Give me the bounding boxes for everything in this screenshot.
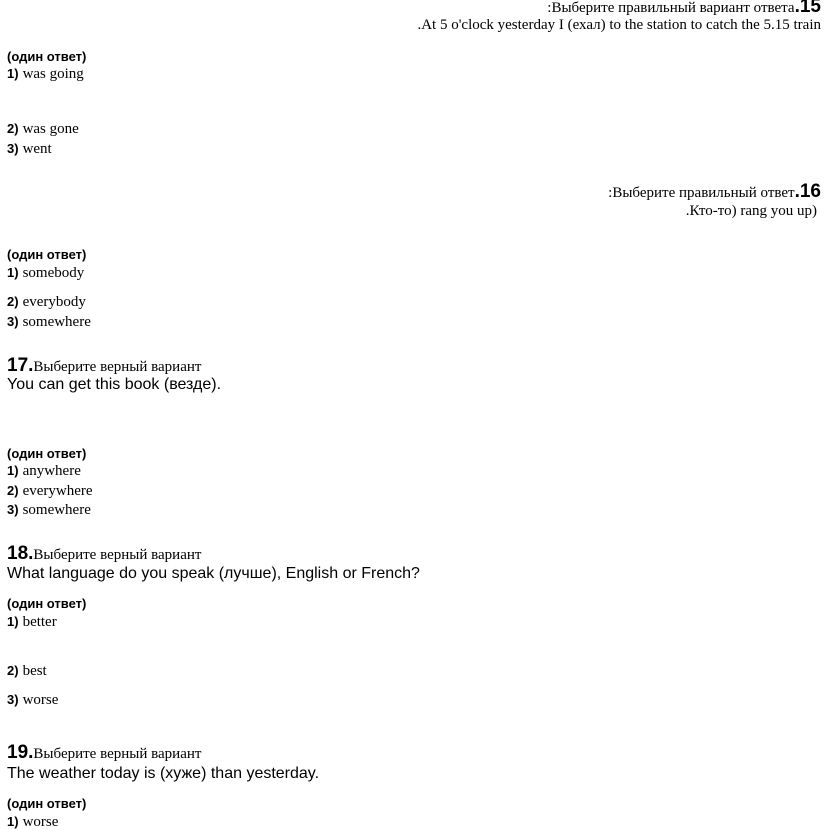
answer-mode-label: (один ответ) bbox=[7, 596, 87, 611]
option-text: better bbox=[22, 614, 57, 630]
answer-mode-label: (один ответ) bbox=[7, 247, 87, 262]
answer-mode-label: (один ответ) bbox=[7, 796, 87, 811]
option-number: 3) bbox=[7, 502, 19, 517]
option-text: worse bbox=[22, 692, 59, 708]
option-text: somewhere bbox=[22, 314, 91, 330]
question-text: Кто-то) rang you up) bbox=[689, 203, 817, 219]
answer-option[interactable] bbox=[7, 614, 57, 630]
question-instruction: Выберите верный вариант bbox=[33, 746, 202, 762]
option-number: 3) bbox=[7, 692, 19, 707]
question-15-text bbox=[417, 18, 821, 33]
option-text: anywhere bbox=[22, 463, 81, 479]
option-text: everybody bbox=[22, 294, 86, 310]
option-number: 2) bbox=[7, 663, 19, 678]
option-text: worse bbox=[22, 814, 59, 830]
question-16-text bbox=[686, 204, 817, 219]
option-number: 3) bbox=[7, 141, 19, 156]
answer-option[interactable] bbox=[7, 663, 47, 679]
question-instruction: Выберите правильный вариант ответа bbox=[551, 0, 795, 16]
question-number: 19. bbox=[7, 742, 34, 763]
option-number: 1) bbox=[7, 463, 19, 478]
answer-option[interactable] bbox=[7, 502, 91, 518]
answer-option[interactable] bbox=[7, 314, 91, 330]
option-text: went bbox=[22, 141, 52, 157]
option-text: somewhere bbox=[22, 502, 91, 518]
question-instruction: Выберите правильный ответ bbox=[612, 185, 795, 201]
punct-period: . bbox=[685, 203, 690, 219]
question-number: 16 bbox=[799, 181, 821, 202]
question-number: 17. bbox=[7, 355, 34, 376]
option-text: everywhere bbox=[22, 483, 93, 499]
question-text: At 5 o'clock yesterday I (ехал) to the station to catch the 5.15 train bbox=[421, 17, 821, 33]
question-instruction: Выберите верный вариант bbox=[33, 547, 202, 563]
question-19-header bbox=[7, 743, 201, 762]
answer-option[interactable] bbox=[7, 265, 84, 281]
option-number: 1) bbox=[7, 814, 19, 829]
question-16-header bbox=[608, 182, 821, 201]
answer-mode-label: (один ответ) bbox=[7, 49, 87, 64]
answer-option[interactable] bbox=[7, 483, 93, 499]
option-text: was gone bbox=[22, 121, 79, 137]
option-text: best bbox=[22, 663, 47, 679]
punct-colon: : bbox=[608, 185, 613, 201]
question-number-dot: . bbox=[794, 181, 800, 202]
option-text: was going bbox=[22, 66, 84, 82]
option-number: 1) bbox=[7, 614, 19, 629]
option-number: 3) bbox=[7, 314, 19, 329]
question-text: You can get this book (везде). bbox=[7, 376, 222, 393]
question-text: The weather today is (хуже) than yesterday. bbox=[7, 765, 320, 782]
question-17-header bbox=[7, 356, 201, 375]
option-number: 1) bbox=[7, 265, 19, 280]
question-text: What language do you speak (лучше), English or French? bbox=[7, 565, 420, 582]
punct-period: . bbox=[417, 17, 422, 33]
option-text: somebody bbox=[22, 265, 85, 281]
question-15-header bbox=[547, 0, 821, 16]
question-number: 18. bbox=[7, 543, 34, 564]
option-number: 2) bbox=[7, 483, 19, 498]
option-number: 2) bbox=[7, 294, 19, 309]
option-number: 1) bbox=[7, 66, 19, 81]
question-number: 15 bbox=[799, 0, 821, 17]
question-number-dot: . bbox=[794, 0, 800, 17]
answer-option[interactable] bbox=[7, 463, 81, 479]
punct-colon: : bbox=[547, 0, 552, 16]
question-18-header bbox=[7, 544, 201, 563]
answer-mode-label: (один ответ) bbox=[7, 446, 87, 461]
option-number: 2) bbox=[7, 121, 19, 136]
question-instruction: Выберите верный вариант bbox=[33, 359, 202, 375]
answer-option[interactable] bbox=[7, 66, 84, 82]
answer-option[interactable] bbox=[7, 294, 86, 310]
answer-option[interactable] bbox=[7, 141, 52, 157]
answer-option[interactable] bbox=[7, 121, 79, 137]
answer-option[interactable] bbox=[7, 692, 58, 708]
